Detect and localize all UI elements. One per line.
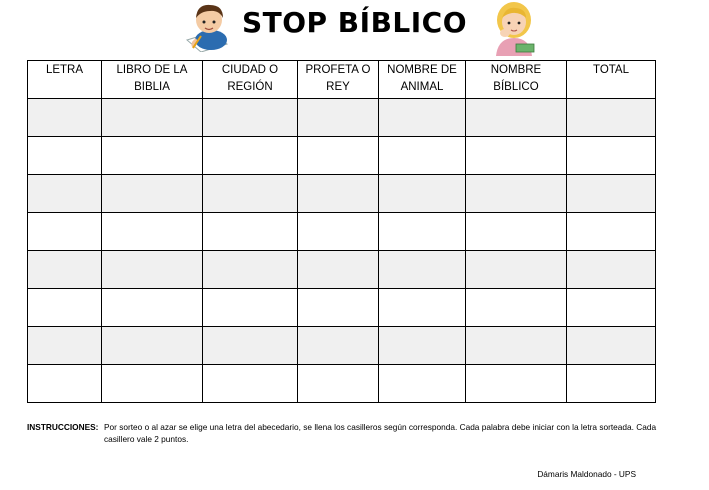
- answer-cell[interactable]: [102, 99, 203, 137]
- answer-cell[interactable]: [203, 99, 298, 137]
- answer-cell[interactable]: [298, 289, 379, 327]
- answer-cell[interactable]: [466, 175, 567, 213]
- answer-cell[interactable]: [466, 99, 567, 137]
- answer-cell[interactable]: [379, 99, 466, 137]
- answer-cell[interactable]: [28, 175, 102, 213]
- answer-cell[interactable]: [298, 175, 379, 213]
- answer-cell[interactable]: [298, 365, 379, 403]
- answer-cell[interactable]: [466, 213, 567, 251]
- answer-cell[interactable]: [298, 327, 379, 365]
- header: [0, 0, 709, 58]
- answer-cell[interactable]: [567, 175, 656, 213]
- answer-cell[interactable]: [102, 137, 203, 175]
- answer-cell[interactable]: [379, 251, 466, 289]
- answer-cell[interactable]: [28, 137, 102, 175]
- table-row: [28, 99, 656, 137]
- column-header-letra: LETRA: [28, 61, 102, 99]
- answer-cell[interactable]: [203, 365, 298, 403]
- answer-cell[interactable]: [203, 175, 298, 213]
- answer-cell[interactable]: [379, 137, 466, 175]
- answer-cell[interactable]: [102, 289, 203, 327]
- table-row: [28, 289, 656, 327]
- answer-cell[interactable]: [379, 365, 466, 403]
- table-row: [28, 175, 656, 213]
- table-row: [28, 213, 656, 251]
- answer-cell[interactable]: [466, 251, 567, 289]
- answer-cell[interactable]: [102, 213, 203, 251]
- answer-cell[interactable]: [567, 251, 656, 289]
- answer-cell[interactable]: [379, 327, 466, 365]
- answer-cell[interactable]: [466, 327, 567, 365]
- table-row: [28, 327, 656, 365]
- instructions: [27, 421, 657, 445]
- answer-cell[interactable]: [567, 213, 656, 251]
- answer-cell[interactable]: [28, 251, 102, 289]
- answer-cell[interactable]: [102, 175, 203, 213]
- column-header-animal: NOMBRE DE ANIMAL: [379, 61, 466, 99]
- header-row: [28, 61, 656, 99]
- answer-cell[interactable]: [298, 99, 379, 137]
- answer-cell[interactable]: [28, 213, 102, 251]
- answer-cell[interactable]: [298, 251, 379, 289]
- column-header-nombre: NOMBRE BÍBLICO: [466, 61, 567, 99]
- answer-cell[interactable]: [379, 213, 466, 251]
- answer-cell[interactable]: [466, 137, 567, 175]
- answer-cell[interactable]: [466, 289, 567, 327]
- answer-cell[interactable]: [28, 327, 102, 365]
- answer-cell[interactable]: [567, 289, 656, 327]
- column-header-ciudad: CIUDAD O REGIÓN: [203, 61, 298, 99]
- page-title: STOP BÍBLICO: [241, 6, 468, 39]
- answer-cell[interactable]: [203, 327, 298, 365]
- answer-cell[interactable]: [298, 137, 379, 175]
- answer-cell[interactable]: [203, 137, 298, 175]
- answer-cell[interactable]: [102, 251, 203, 289]
- answer-cell[interactable]: [102, 327, 203, 365]
- answer-cell[interactable]: [567, 99, 656, 137]
- answer-cell[interactable]: [203, 251, 298, 289]
- game-table: [27, 60, 656, 403]
- instructions-text: Por sorteo o al azar se elige una letra del abecedario, se llena los casilleros según corresponda. Cada palabra debe iniciar con la letra sorteada. Cada casillero vale 2 puntos.: [104, 422, 657, 444]
- answer-cell[interactable]: [28, 365, 102, 403]
- answer-cell[interactable]: [379, 289, 466, 327]
- answer-cell[interactable]: [203, 289, 298, 327]
- answer-cell[interactable]: [102, 365, 203, 403]
- table-row: [28, 251, 656, 289]
- instructions-label: INSTRUCCIONES:: [27, 422, 99, 432]
- answer-cell[interactable]: [203, 213, 298, 251]
- answer-cell[interactable]: [298, 213, 379, 251]
- girl-thinking-icon: [488, 0, 540, 56]
- answer-cell[interactable]: [466, 365, 567, 403]
- answer-cell[interactable]: [28, 99, 102, 137]
- answer-cell[interactable]: [567, 365, 656, 403]
- column-header-total: TOTAL: [567, 61, 656, 99]
- answer-cell[interactable]: [567, 327, 656, 365]
- author-credit: Dámaris Maldonado - UPS: [537, 469, 636, 479]
- table-row: [28, 365, 656, 403]
- table-row: [28, 137, 656, 175]
- answer-cell[interactable]: [567, 137, 656, 175]
- column-header-profeta: PROFETA O REY: [298, 61, 379, 99]
- answer-cell[interactable]: [379, 175, 466, 213]
- column-header-libro: LIBRO DE LA BIBLIA: [102, 61, 203, 99]
- table-body: [28, 99, 656, 403]
- answer-cell[interactable]: [28, 289, 102, 327]
